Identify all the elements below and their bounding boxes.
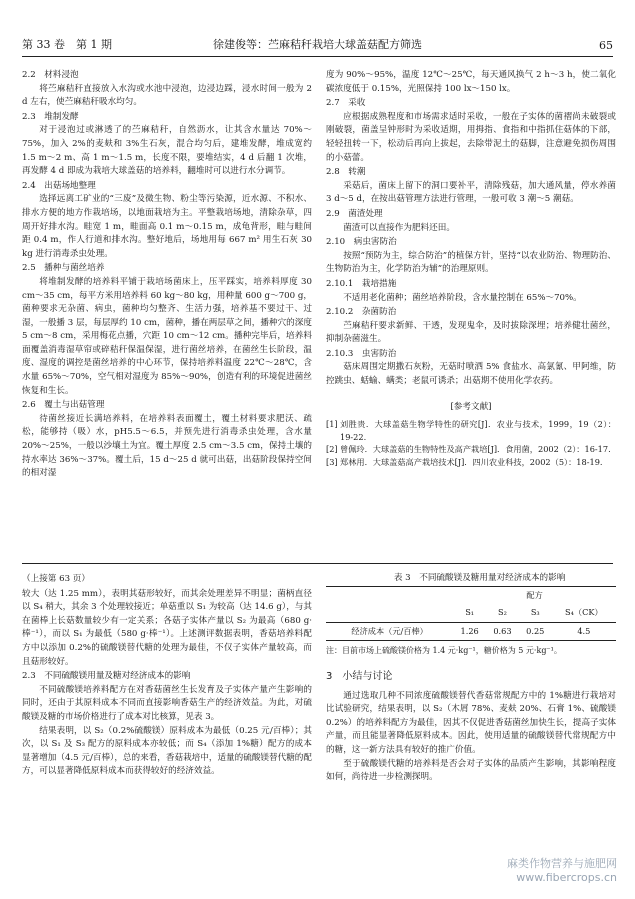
paragraph: 不适用老化菌种；菌丝培养阶段，含水量控制在 65%～70%。 bbox=[343, 292, 582, 303]
column-header: S₃ bbox=[530, 607, 540, 618]
watermark-url: www.fibercrops.cn bbox=[516, 871, 617, 884]
reference-number: [3] bbox=[326, 456, 338, 467]
row-label: 经济成本（元/百棒） bbox=[351, 625, 428, 636]
paragraph: 菌渣可以直接作为肥料还田。 bbox=[343, 222, 455, 233]
section-heading: 2.2 材料浸泡 bbox=[22, 70, 79, 80]
paragraph: 通过选取几种不同浓度硫酸镁替代香菇常规配方中的 1%糖进行栽培对比试验研究，结果表明，以 S₂（木屑 78%、麦麸 20%、石膏 1%、硫酸镁 0.2%）的培养料配方为最佳，因其不仅促进香菇菌丝加快生长，提高子实体产量，而且能显著降低原料成本。因此，使用适量的硫酸镁替代常规配方中的糖，这一新方法具有较好的推广价值。 bbox=[326, 690, 616, 755]
bottom-left-column bbox=[22, 572, 312, 779]
paragraph: 结果表明，以 S₂（0.2%硫酸镁）原料成本为最低（0.25 元/百棒）；其次，以 S₁ 及 S₃ 配方的原料成本亦较低；而 S₄（添加 1%糖）配方的成本显著增加（4.5 元/百棒），总的来看，香菇栽培中，适量的硫酸镁替代糖的配方，可以显著降低原料成本而获得较好的经济效益。 bbox=[22, 725, 312, 777]
section-heading: 2.7 采收 bbox=[326, 98, 366, 109]
site-watermark bbox=[507, 857, 617, 885]
column-header: S₁ bbox=[465, 607, 475, 618]
bottom-right-column bbox=[326, 572, 616, 785]
section-heading: 2.5 播种与菌丝培养 bbox=[22, 263, 105, 274]
paragraph-continuation: 较大（达 1.25 mm），表明其菇形较好，而其余处理差异不明显；菌柄直径以 S₄ 稍大，其余 3 个处理较接近；单菇重以 S₁ 为较高（达 14.6 g），与其在菌棒上长菇数量较少有一定关系；各菇子实体产量以 S₂ 为最高（680 g·棒⁻¹），而以 S₁ 为最低（580 g·棒⁻¹）。上述测评数据表明，香菇培养料配方中以添加 0.2%的硫酸镁替代糖的处理为最佳，不仅子实体产量较高，而且菇形较好。 bbox=[22, 588, 312, 667]
row-label-header bbox=[326, 586, 453, 622]
paragraph: 菇床周围定期撒石灰粉，无菇时喷洒 5% 食盐水、高氯氰、甲阿维，防控跳虫、蛞蝓、螨类；老鼠可诱杀；出菇期不使用化学农药。 bbox=[326, 362, 616, 387]
running-title: 徐建俊等：苎麻秸秆栽培大球盖菇配方筛选 bbox=[213, 38, 422, 51]
table-row bbox=[326, 622, 616, 641]
top-right-column bbox=[326, 68, 616, 468]
section-heading: 2.3 堆制发酵 bbox=[22, 111, 79, 122]
group-header: 配方 bbox=[526, 589, 543, 600]
section-heading: 2.4 出菇场地整理 bbox=[22, 180, 96, 191]
table-note: 注：目前市场上硫酸镁价格为 1.4 元·kg⁻¹，糖价格为 5 元·kg⁻¹。 bbox=[326, 646, 562, 656]
section-heading: 2.10.3 虫害防治 bbox=[326, 348, 397, 359]
paragraph: 选择远离工矿业的“三废”及微生物、粉尘等污染源，近水源、不积水、排水方便的地方作栽培场，以地面栽培为主。平整栽培场地，清除杂草，四周开好排水沟。畦宽 1 m，畦面高 0.1 m～0.15 m，成龟背形，畦与畦间距 0.4 m，作人行道和排水沟。整好地后，场地用每 667 m² 用生石灰 30 kg 进行消毒杀虫处理。 bbox=[22, 194, 312, 259]
table-cell: 0.63 bbox=[493, 625, 512, 636]
section-heading: 2.10.1 栽培措施 bbox=[326, 278, 397, 289]
reference-text: 曾佩玲．大球盖菇的生物特性及高产栽培[J]．食用菌，2002（2）：16-17. bbox=[340, 444, 611, 455]
reference-number: [1] bbox=[326, 419, 338, 430]
references-list bbox=[326, 418, 616, 468]
reference-text: 郑林用．大球盖菇高产栽培技术[J]．四川农业科技，2002（5）：18-19. bbox=[340, 456, 603, 467]
table-cell: 0.25 bbox=[526, 625, 545, 636]
page-header bbox=[22, 34, 613, 57]
paragraph: 应根据成熟程度和市场需求适时采收，一般在子实体的菌褶尚未破裂或刚破裂，菌盖呈钟形时为采收适期，用拇指、食指和中指抓住菇体的下部，轻轻扭转一下，松动后再向上拔起，去除带泥土的菇脚，注意避免损伤周围的小菇蕾。 bbox=[326, 111, 616, 163]
section-heading: 2.8 转潮 bbox=[326, 167, 366, 178]
section-divider bbox=[22, 563, 613, 564]
column-header: S₂ bbox=[498, 607, 507, 618]
reference-item bbox=[326, 443, 616, 456]
section-heading: 2.9 菌渣处理 bbox=[326, 208, 383, 219]
top-left-column bbox=[22, 68, 312, 481]
paragraph: 至于硫酸镁代糖的培养料是否会对子实体的品质产生影响，其影响程度如何，尚待进一步检测探明。 bbox=[326, 758, 616, 783]
paragraph: 苎麻秸秆要求新鲜、干透，发现鬼伞，及时拔除深埋；培养健壮菌丝，抑制杂菌滋生。 bbox=[326, 320, 616, 345]
paragraph: 采菇后，菌床上留下的洞口要补平，清除残菇，加大通风量，停水养菌 3 d～5 d，在按出菇管理方法进行管理，一般可收 3 潮～5 潮菇。 bbox=[326, 180, 616, 205]
cost-table bbox=[326, 586, 616, 642]
journal-volume: 第 33 卷 第 1 期 bbox=[22, 38, 112, 51]
section-heading: （上接第 63 页） bbox=[22, 574, 90, 584]
paragraph: 将堆制发酵的培养料平铺于栽培场菌床上，压平踩实，培养料厚度 30 cm～35 cm，每平方米用培养料 60 kg～80 kg，用种量 600 g～700 g，菌种要求无杂菌、病虫，菌种均匀整齐、生活力强，培养基不要过干、过湿，一般播 3 层，每层厚约 10 cm，菌种，播在两层草之间，播种穴的深度 5 cm～8 cm，采用梅花点播，穴距 10 cm～12 cm。播种完毕后，培养料面覆盖消毒湿草帘或碎秸秆保温保湿，进行菌丝培养，在菌丝生长阶段，温度、湿度的调控是菌丝培养的中心环节，保持培养料温度 22℃～28℃，含水量 65%～70%，空气相对湿度为 85%～90%，创造有利的环境促进菌丝恢复和生长。 bbox=[22, 276, 312, 396]
page-number: 65 bbox=[599, 39, 613, 52]
references-title: [参考文献] bbox=[450, 401, 492, 412]
reference-item bbox=[326, 418, 616, 443]
paragraph: 将苎麻秸秆直接放入水沟或水池中浸泡，边浸边踩，浸水时间一般为 2 d 左右，使苎麻秸秆吸水均匀。 bbox=[22, 83, 312, 108]
watermark-name: 麻类作物营养与施肥网 bbox=[507, 857, 617, 870]
section-title: 3 小结与讨论 bbox=[326, 670, 393, 682]
section-heading: 2.10.2 杂菌防治 bbox=[326, 307, 397, 318]
table-cell: 4.5 bbox=[577, 625, 591, 636]
table-title: 表 3 不同硫酸镁及糖用量对经济成本的影响 bbox=[393, 573, 566, 583]
column-header: S₄（CK） bbox=[565, 607, 603, 618]
paragraph: 按照“预防为主，综合防治”的植保方针，坚持“以农业防治、物理防治、生物防治为主，化学防治为辅”的治理原则。 bbox=[326, 250, 616, 275]
paragraph: 对于浸泡过或淋透了的苎麻秸秆，自然沥水，让其含水量达 70%～75%，加入 2%的麦麸和 3%生石灰，混合均匀后，建堆发酵，堆成宽约 1.5 m～2 m、高 1 m～1.5 m，长度不限，要堆结实，4 d 后翻 1 次堆，再发酵 4 d 即成为栽培大球盖菇的培养料，翻堆时可以进行水分调节。 bbox=[22, 125, 312, 177]
reference-number: [2] bbox=[326, 444, 338, 455]
table-cell: 1.26 bbox=[460, 625, 479, 636]
reference-text: 刘胜贵．大球盖菇生物学特性的研究[J]．农业与技术，1999，19（2）：19-22. bbox=[340, 419, 616, 442]
section-heading: 2.3 不同硫酸镁用量及糖对经济成本的影响 bbox=[22, 671, 191, 682]
reference-item bbox=[326, 456, 616, 469]
paragraph: 不同硫酸镁培养料配方在对香菇菌丝生长发育及子实体产量产生影响的同时，还由于其原料成本不同而直接影响香菇生产的经济效益。为此，对硫酸镁及糖的市场价格进行了成本对比核算，见表 3。 bbox=[22, 684, 312, 722]
section-heading: 2.10 病虫害防治 bbox=[326, 237, 397, 248]
section-heading: 2.6 覆土与出菇管理 bbox=[22, 400, 105, 411]
paragraph-continuation: 度为 90%～95%，温度 12℃～25℃，每天通风换气 2 h～3 h，使二氧化碳浓度低于 0.15%，光照保持 100 lx～150 lx。 bbox=[326, 70, 616, 94]
paragraph: 待菌丝接近长满培养料，在培养料表面覆土，覆土材料要求肥沃、疏松，能够持（吸）水，pH5.5～6.5，并预先进行消毒杀虫处理，含水量 20%～25%，一般以沙壤土为宜。覆土厚度 2.5 cm～3.5 cm，保持土壤的持水率达 36%～37%。覆土后，15 d～25 d 就可出菇，出菇阶段保持空间的相对湿 bbox=[22, 413, 312, 479]
